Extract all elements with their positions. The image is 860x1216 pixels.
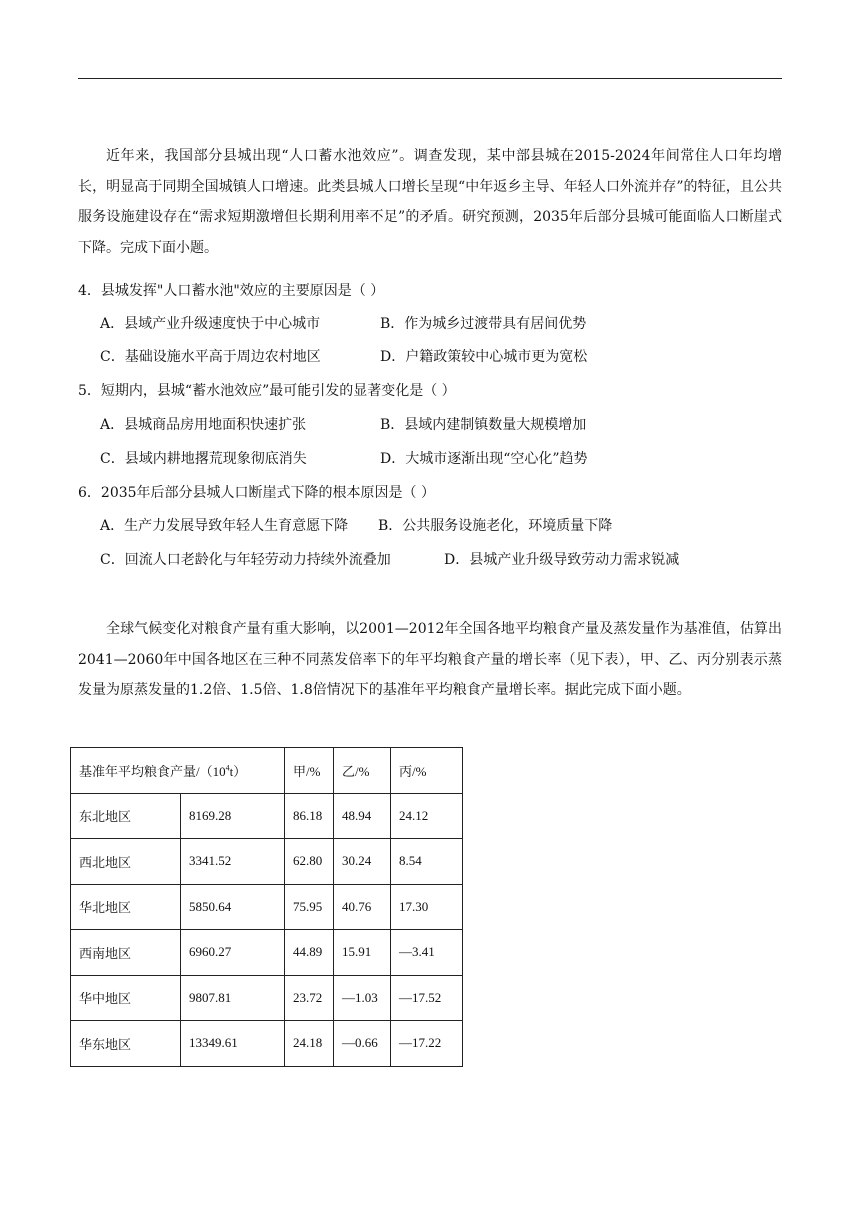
yi-cell: —0.66 — [334, 1021, 391, 1067]
table-row — [71, 930, 463, 976]
passage-1: 近年来，我国部分县城出现“人口蓄水池效应”。调查发现，某中部县城在2015-2024年间常住人口年均增长，明显高于同期全国城镇人口增速。此类县城人口增长呈现“中年返乡主导、年轻人口外流并存”的特征，且公共服务设施建设存在“需求短期激增但长期利用率不足”的矛盾。研究预测，2035年后部分县城可能面临人口断崖式下降。完成下面小题。 — [78, 148, 782, 256]
bing-cell: 17.30 — [391, 884, 463, 930]
yi-cell: 40.76 — [334, 884, 391, 930]
jia-cell: 44.89 — [285, 930, 334, 976]
table-header-row — [71, 748, 463, 794]
base-yield-cell: 8169.28 — [181, 793, 285, 839]
base-yield-cell: 6960.27 — [181, 930, 285, 976]
question-5-option-a[interactable]: A．县城商品房用地面积快速扩张 — [100, 417, 307, 433]
yi-cell: 15.91 — [334, 930, 391, 976]
question-4-option-c[interactable]: C．基础设施水平高于周边农村地区 — [100, 349, 321, 365]
question-6-option-b[interactable]: B．公共服务设施老化，环境质量下降 — [378, 518, 613, 534]
base-yield-cell: 9807.81 — [181, 975, 285, 1021]
question-6-option-c[interactable]: C．回流人口老龄化与年轻劳动力持续外流叠加 — [100, 552, 391, 568]
question-5-option-b[interactable]: B．县域内建制镇数量大规模增加 — [380, 417, 587, 433]
question-6-option-a[interactable]: A．生产力发展导致年轻人生育意愿下降 — [100, 518, 349, 534]
table-row — [71, 839, 463, 885]
question-6-option-d[interactable]: D．县城产业升级导致劳动力需求锐减 — [444, 552, 680, 568]
grain-yield-table — [70, 747, 463, 1067]
jia-cell: 24.18 — [285, 1021, 334, 1067]
question-4-option-b[interactable]: B．作为城乡过渡带具有居间优势 — [380, 316, 587, 332]
table-header-base-yield — [71, 748, 285, 794]
region-cell: 西北地区 — [71, 839, 181, 885]
question-4-option-a[interactable]: A．县域产业升级速度快于中心城市 — [100, 316, 321, 332]
yi-cell: 48.94 — [334, 793, 391, 839]
yi-cell: —1.03 — [334, 975, 391, 1021]
question-6-stem: 6．2035年后部分县城人口断崖式下降的根本原因是（ ） — [78, 485, 435, 501]
table-row — [71, 793, 463, 839]
bing-cell: 8.54 — [391, 839, 463, 885]
table-row — [71, 975, 463, 1021]
table-header-jia: 甲/% — [285, 748, 334, 794]
table-row — [71, 1021, 463, 1067]
question-5-option-c[interactable]: C．县域内耕地撂荒现象彻底消失 — [100, 451, 307, 467]
header-rule — [78, 78, 782, 79]
question-4-stem: 4．县城发挥"人口蓄水池"效应的主要原因是（ ） — [78, 283, 385, 299]
passage-2: 全球气候变化对粮食产量有重大影响，以2001—2012年全国各地平均粮食产量及蒸发量作为基准值，估算出2041—2060年中国各地区在三种不同蒸发倍率下的年平均粮食产量的增长率（见下表），甲、乙、丙分别表示蒸发量为原蒸发量的1.2倍、1.5倍、1.8倍情况下的基准年平均粮食产量增长率。据此完成下面小题。 — [78, 621, 782, 698]
bing-cell: 24.12 — [391, 793, 463, 839]
header-label-unit: t） — [229, 763, 247, 779]
table-row — [71, 884, 463, 930]
region-cell: 华中地区 — [71, 975, 181, 1021]
region-cell: 东北地区 — [71, 793, 181, 839]
question-5-stem: 5．短期内，县城“蓄水池效应”最可能引发的显著变化是（ ） — [78, 383, 456, 399]
jia-cell: 75.95 — [285, 884, 334, 930]
header-label-text: 基准年平均粮食产量/（10 — [79, 763, 226, 779]
base-yield-cell: 5850.64 — [181, 884, 285, 930]
region-cell: 西南地区 — [71, 930, 181, 976]
question-5-option-d[interactable]: D．大城市逐渐出现“空心化”趋势 — [380, 451, 588, 467]
header-label-superscript: 4 — [225, 763, 230, 773]
bing-cell: —3.41 — [391, 930, 463, 976]
bing-cell: —17.52 — [391, 975, 463, 1021]
jia-cell: 23.72 — [285, 975, 334, 1021]
base-yield-cell: 3341.52 — [181, 839, 285, 885]
base-yield-cell: 13349.61 — [181, 1021, 285, 1067]
question-4-option-d[interactable]: D．户籍政策较中心城市更为宽松 — [380, 349, 588, 365]
bing-cell: —17.22 — [391, 1021, 463, 1067]
region-cell: 华北地区 — [71, 884, 181, 930]
table-header-yi: 乙/% — [334, 748, 391, 794]
yi-cell: 30.24 — [334, 839, 391, 885]
jia-cell: 62.80 — [285, 839, 334, 885]
table-header-bing: 丙/% — [391, 748, 463, 794]
region-cell: 华东地区 — [71, 1021, 181, 1067]
jia-cell: 86.18 — [285, 793, 334, 839]
